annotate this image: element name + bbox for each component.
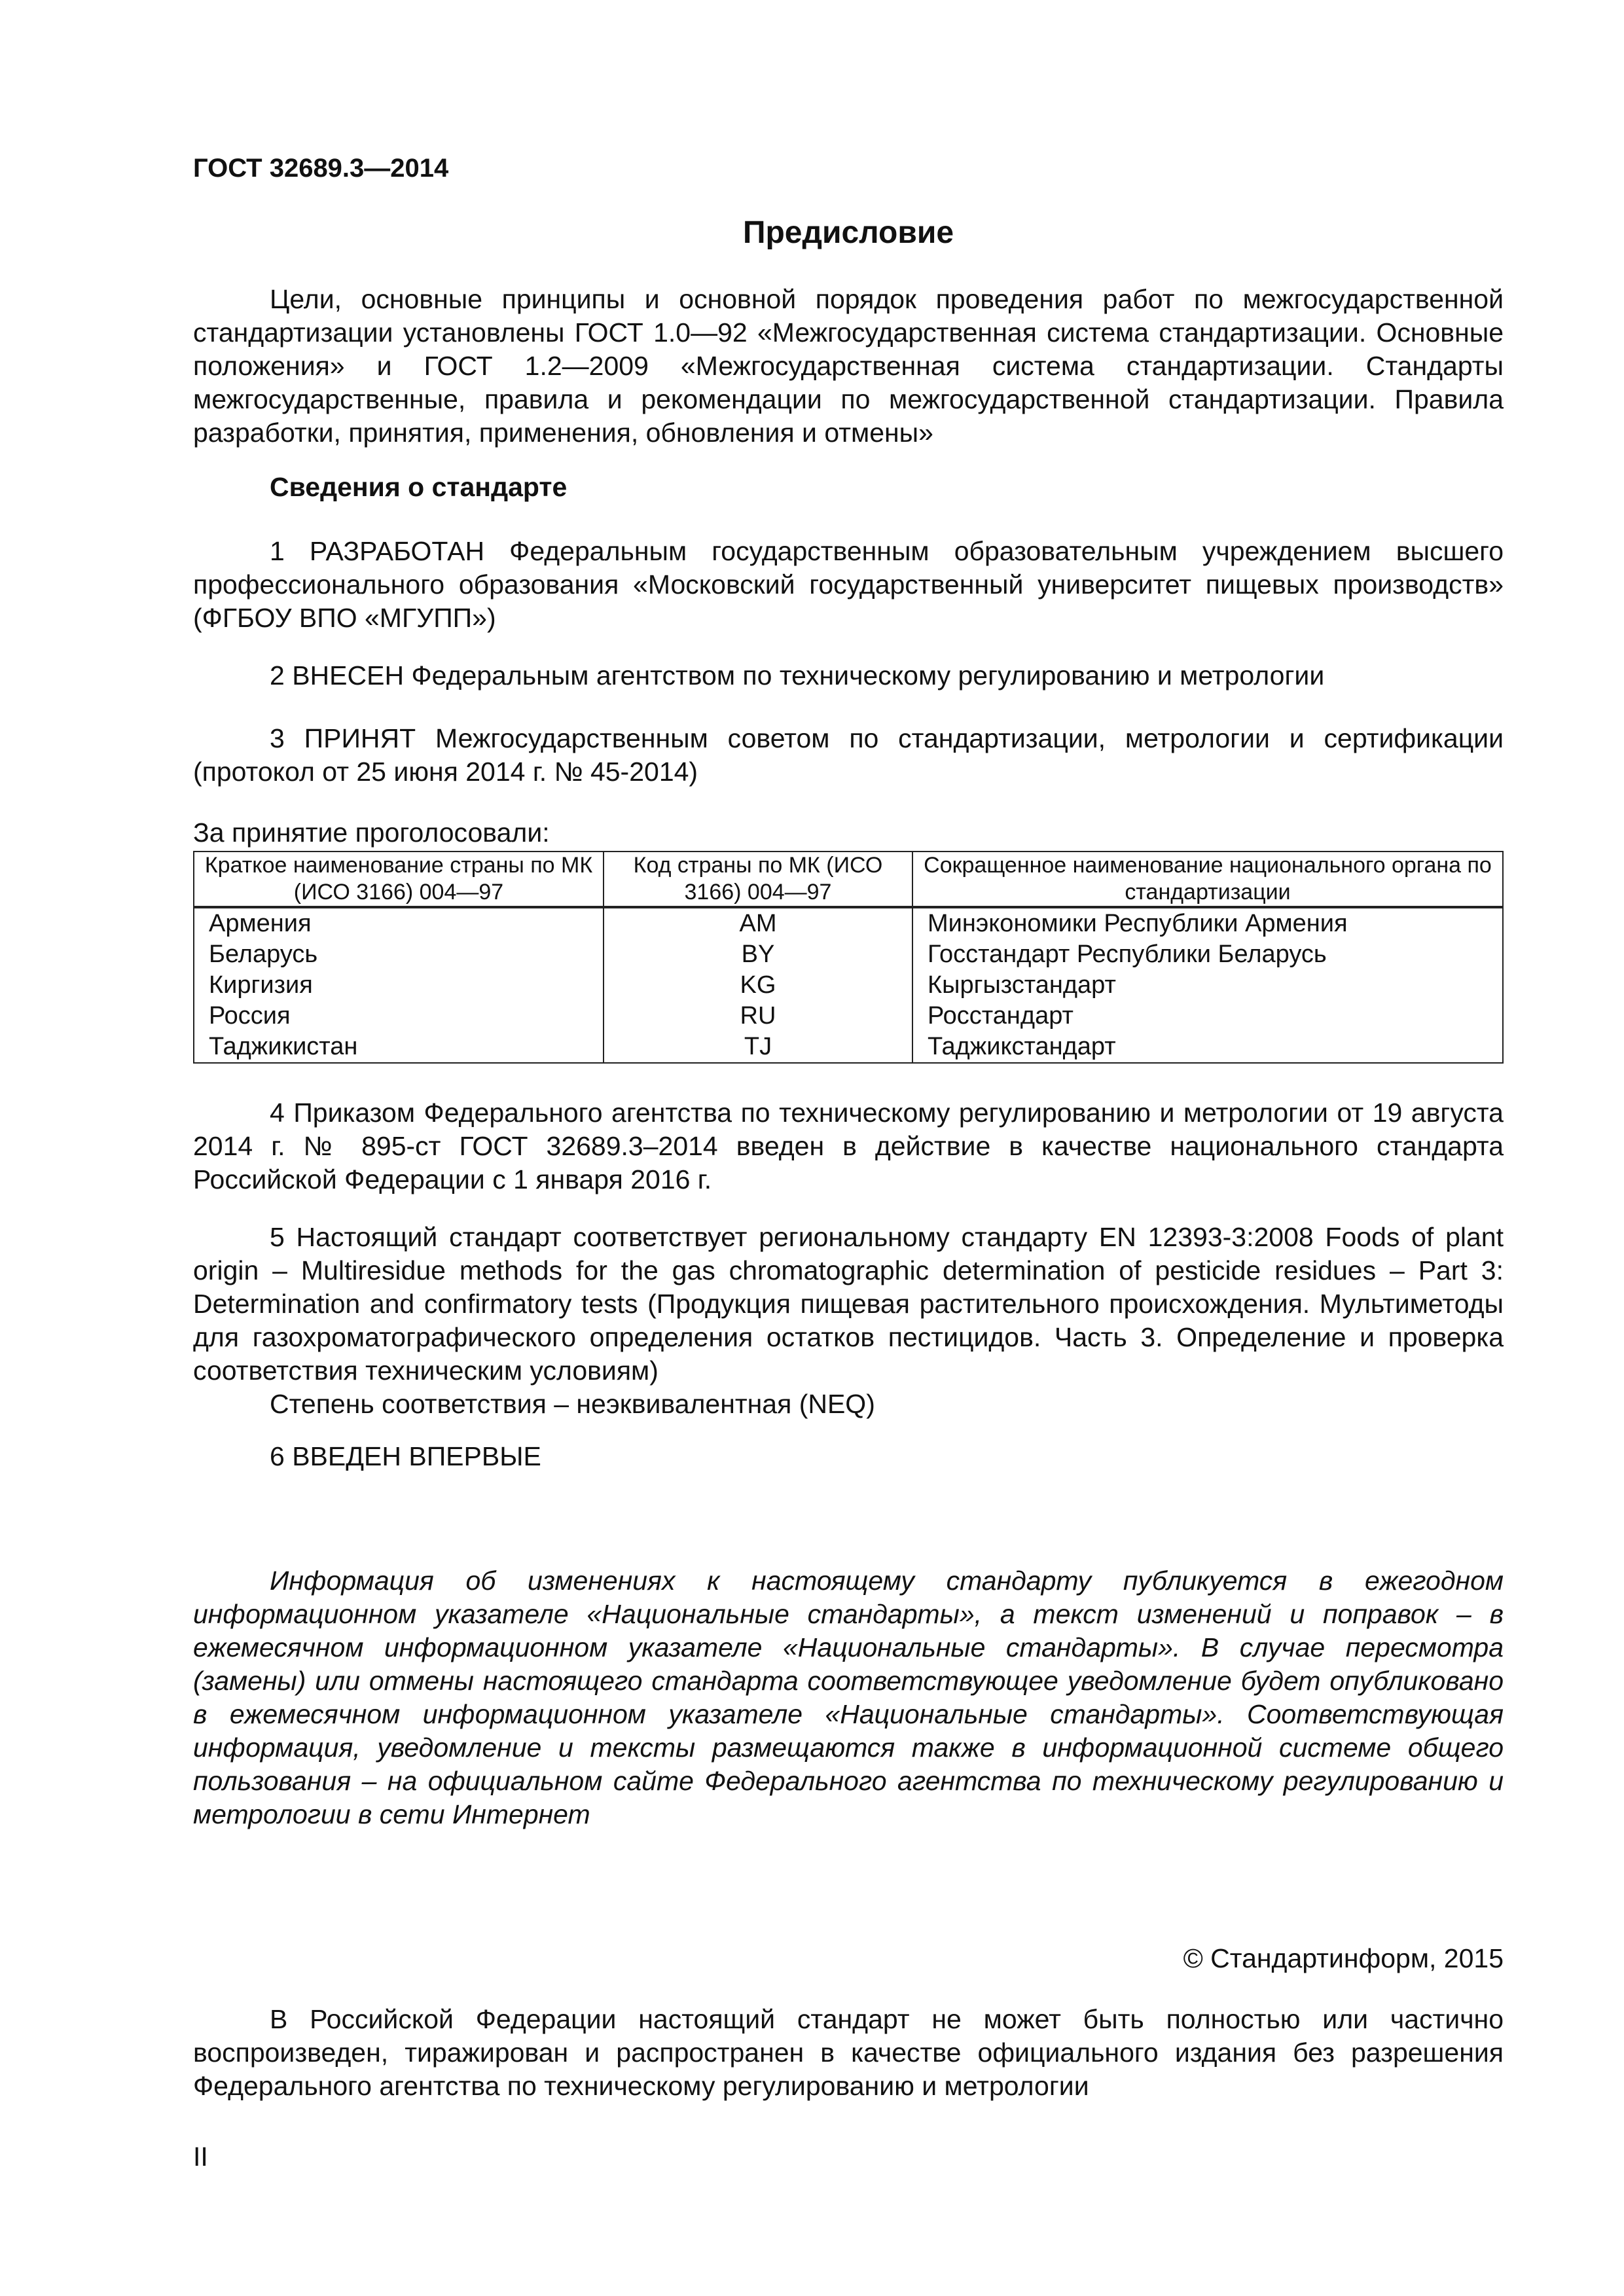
document-code: ГОСТ 32689.3—2014	[193, 154, 449, 183]
code-cell: TJ	[604, 1031, 912, 1063]
body-cell: Росстандарт	[912, 1001, 1503, 1031]
item-3-block	[193, 722, 1504, 789]
vote-table-header-row	[194, 852, 1503, 907]
item-correspondence: 5 Настоящий стандарт соответствует региональному стандарту EN 12393-3:2008 Foods of plant origin – Multiresidue methods for the gas chromatographic determination of pesticide residues – Part 3: Determination and confirmatory tests (Продукция пищевая растительного происхождения. Мультиметоды для газохроматографического определения остатков пестицидов. Часть 3. Определение и проверка соответствия техническим условиям)	[193, 1222, 1504, 1386]
item-correspondence-degree: Степень соответствия – неэквивалентная (NEQ)	[270, 1389, 875, 1419]
code-cell: AM	[604, 907, 912, 939]
table-row	[194, 970, 1503, 1001]
table-row	[194, 939, 1503, 970]
item-4-block	[193, 1096, 1504, 1196]
item-submitted: 2 ВНЕСЕН Федеральным агентством по техническому регулированию и метрологии	[270, 660, 1325, 691]
header-country-name: Краткое наименование страны по МК (ИСО 3166) 004—97	[194, 852, 604, 907]
item-5-block	[193, 1221, 1504, 1421]
body-cell: Минэкономики Республики Армения	[912, 907, 1503, 939]
restriction-paragraph: В Российской Федерации настоящий стандарт не может быть полностью или частично воспроизведен, тиражирован и распространен в качестве официального издания без разрешения Федерального агентства по техническому регулированию и метрологии	[193, 2004, 1504, 2101]
page-title: Предисловие	[742, 215, 954, 250]
restriction-section	[193, 2003, 1504, 2103]
page-number: II	[193, 2142, 208, 2172]
vote-caption-block	[193, 816, 1504, 850]
code-cell: KG	[604, 970, 912, 1001]
country-cell: Таджикистан	[194, 1031, 604, 1063]
country-cell: Россия	[194, 1001, 604, 1031]
notice-section	[193, 1564, 1504, 1831]
body-cell: Госстандарт Республики Беларусь	[912, 939, 1503, 970]
body-cell: Кыргызстандарт	[912, 970, 1503, 1001]
item-developed: 1 РАЗРАБОТАН Федеральным государственным образовательным учреждением высшего профессионального образования «Московский государственный университет пищевых производств» (ФГБОУ ВПО «МГУПП»)	[193, 536, 1504, 633]
table-row	[194, 1001, 1503, 1031]
header-national-body: Сокращенное наименование национального органа по стандартизации	[912, 852, 1503, 907]
table-row	[194, 907, 1503, 939]
code-cell: BY	[604, 939, 912, 970]
item-adopted: 3 ПРИНЯТ Межгосударственным советом по стандартизации, метрологии и сертификации (протокол от 25 июня 2014 г. № 45-2014)	[193, 723, 1504, 787]
item-2-block	[193, 659, 1504, 692]
table-row	[194, 1031, 1503, 1063]
item-enacted: 4 Приказом Федерального агентства по техническому регулированию и метрологии от 19 августа 2014 г. № 895-ст ГОСТ 32689.3–2014 введен в действие в качестве национального стандарта Российской Федерации с 1 января 2016 г.	[193, 1098, 1504, 1194]
intro-paragraph: Цели, основные принципы и основной порядок проведения работ по межгосударственной стандартизации установлены ГОСТ 1.0—92 «Межгосударственная система стандартизации. Основные положения» и ГОСТ 1.2—2009 «Межгосударственная система стандартизации. Стандарты межгосударственные, правила и рекомендации по межгосударственной стандартизации. Правила разработки, принятия, применения, обновления и отмены»	[193, 284, 1504, 448]
header-country-code: Код страны по МК (ИСО 3166) 004—97	[604, 852, 912, 907]
item-6-block	[193, 1440, 1504, 1473]
vote-table	[193, 851, 1504, 1064]
country-cell: Беларусь	[194, 939, 604, 970]
copyright-block	[193, 1942, 1504, 1975]
copyright: © Стандартинформ, 2015	[1183, 1943, 1504, 1973]
country-cell: Армения	[194, 907, 604, 939]
section-heading: Сведения о стандарте	[270, 472, 568, 502]
vote-caption: За принятие проголосовали:	[193, 817, 550, 848]
standard-info-heading-block	[193, 471, 1504, 504]
intro-section	[193, 283, 1504, 450]
item-introduced-first: 6 ВВЕДЕН ВПЕРВЫЕ	[270, 1441, 541, 1471]
code-cell: RU	[604, 1001, 912, 1031]
change-notice-paragraph: Информация об изменениях к настоящему стандарту публикуется в ежегодном информационном указателе «Национальные стандарты», а текст изменений и поправок – в ежемесячном информационном указателе «Национальные стандарты». В случае пересмотра (замены) или отмены настоящего стандарта соответствующее уведомление будет опубликовано в ежемесячном информационном указателе «Национальные стандарты». Соответствующая информация, уведомление и тексты размещаются также в информационной системе общего пользования – на официальном сайте Федерального агентства по техническому регулированию и метрологии в сети Интернет	[193, 1566, 1504, 1829]
country-cell: Киргизия	[194, 970, 604, 1001]
body-cell: Таджикстандарт	[912, 1031, 1503, 1063]
item-1-block	[193, 535, 1504, 635]
